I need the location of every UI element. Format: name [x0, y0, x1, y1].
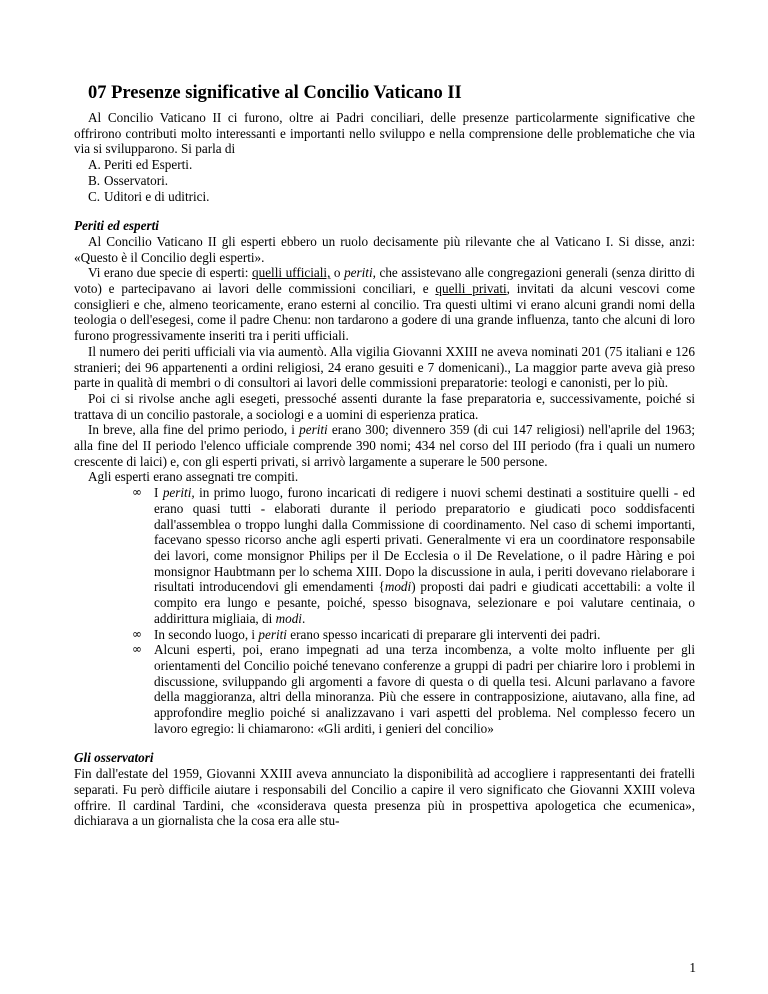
infinity-bullet-icon: ∞	[132, 642, 142, 657]
paragraph: Il numero dei periti ufficiali via via aumentò. Alla vigilia Giovanni XXIII ne aveva nominati 201 (75 italiani e 126 stranieri; dei 96 appartenenti a ordini religiosi, 24 erano gesuiti e 7 domenicani)., La maggior parte aveva già preso parte in qualità di membri o di consultori ai lavori delle commissioni preparatorie: teologi e canonisti, per lo più.	[74, 343, 695, 391]
paragraph: Agli esperti erano assegnati tre compiti.	[88, 469, 299, 485]
paragraph: In breve, alla fine del primo periodo, i periti erano 300; divennero 359 (di cui 147 religiosi) nell'aprile del 1963; alla fine del II periodo l'elenco ufficiale comprende 390 nomi; 434 nel corso del III periodo (fra i quali un numero crescente di laici) e, con gli esperti privati, si arrivò largamente a superare le 500 persone.	[74, 422, 696, 469]
tasks-list	[74, 485, 695, 736]
underlined-text: quelli privati	[435, 281, 507, 297]
document-page	[74, 82, 695, 829]
infinity-bullet-icon: ∞	[132, 485, 142, 500]
underlined-text: quelli ufficiali,	[252, 265, 331, 281]
list-item: ∞ I periti, in primo luogo, furono incaricati di redigere i nuovi schemi destinati a sostituire quelli - ed erano quasi tutti - elaborati durante il periodo preparatorio e giudicati poco soddisfacenti dall'assemblea o troppo lunghi dalla Commissione di coordinamento. Nel caso di schemi importanti, facevano spesso ricorso anche agli esperti privati. Generalmente vi era un coordinatore responsabile dei lavori, come monsignor Philips per il De Ecclesia o il De Revelatione, o il padre Hàring e poi monsignor Haubtmann per lo schema XIII. Dopo la discussione in aula, i periti dovevano rielaborare i risultati introducendovi gli emendamenti {modi) proposti dai padri e giudicati accettabili: a volte il compito era lungo e pesante, poiché, spesso bisognava, selezionare e poi valutare centinaia, o addirittura migliaia, di modi.	[132, 485, 696, 626]
list-item: A. Periti ed Esperti.	[88, 157, 193, 173]
section-heading-osservatori: Gli osservatori	[74, 750, 154, 766]
intro-paragraph: Al Concilio Vaticano II ci furono, oltre ai Padri conciliari, delle presenze particolarmente significative che offrirono contributi molto interessanti e importanti nello sviluppo e nella comprensione delle problematiche che via via si svilupparono. Si parla di	[74, 110, 695, 157]
infinity-bullet-icon: ∞	[132, 626, 142, 641]
topics-list	[74, 157, 695, 204]
section-heading-periti: Periti ed esperti	[74, 218, 159, 234]
paragraph: Fin dall'estate del 1959, Giovanni XXIII aveva annunciato la disponibilità ad accogliere i rappresentanti dei fratelli separati. Fu però difficile aiutare i responsabili del Concilio a capire il vero significato che Giovanni XXIII voleva offrire. Il cardinal Tardini, che «considerava questa presenza più in prospettiva apologetica che ecumenica», dichiarava a un giornalista che la cosa era alle stu-	[74, 766, 695, 829]
paragraph: Poi ci si rivolse anche agli esegeti, pressoché assenti durante la fase preparatoria e, successivamente, poiché si trattava di un concilio pastorale, a sociologi e a uomini di esperienza pratica.	[74, 390, 695, 422]
paragraph: Vi erano due specie di esperti: quelli ufficiali, o periti, che assistevano alle congregazioni generali (senza diritto di voto) e partecipavano ai lavori delle commissioni conciliari, e quelli privati, invitati da alcuni vescovi come consiglieri e che, almeno teoricamente, erano esterni al concilio. Tra questi ultimi vi erano alcuni grandi nomi della teologia o dell'esegesi, come il padre Chenu: non tardarono a godere di una grande influenza, tanto che alcuni di loro furono progressivamente inseriti tra i periti ufficiali.	[74, 265, 695, 344]
list-item: B. Osservatori.	[88, 172, 169, 188]
page-title: 07 Presenze significative al Concilio Vaticano II	[88, 83, 462, 103]
list-item: C. Uditori e di uditrici.	[88, 188, 210, 204]
list-item: ∞ Alcuni esperti, poi, erano impegnati ad una terza incombenza, a volte molto influente per gli orientamenti del Concilio poiché tenevano conferenze a gruppi di padri per chiarire loro i problemi in discussione, sviluppando gli argomenti a favore di questa o di quella tesi. Alcuni parlavano a favore della maggioranza, altri della minoranza. Più che essere in contrapposizione, aiutavano, alla fine, ad approfondire meglio poiché si analizzavano i vari aspetti del problema. Nel complesso fecero un lavoro egregio: li chiamarono: «Gli arditi, i genieri del concilio»	[132, 642, 695, 736]
list-item: ∞ In secondo luogo, i periti erano spesso incaricati di preparare gli interventi dei padri.	[132, 626, 601, 642]
page-number: 1	[689, 960, 696, 975]
paragraph: Al Concilio Vaticano II gli esperti ebbero un ruolo decisamente più rilevante che al Vaticano I. Si disse, anzi: «Questo è il Concilio degli esperti».	[74, 233, 695, 265]
